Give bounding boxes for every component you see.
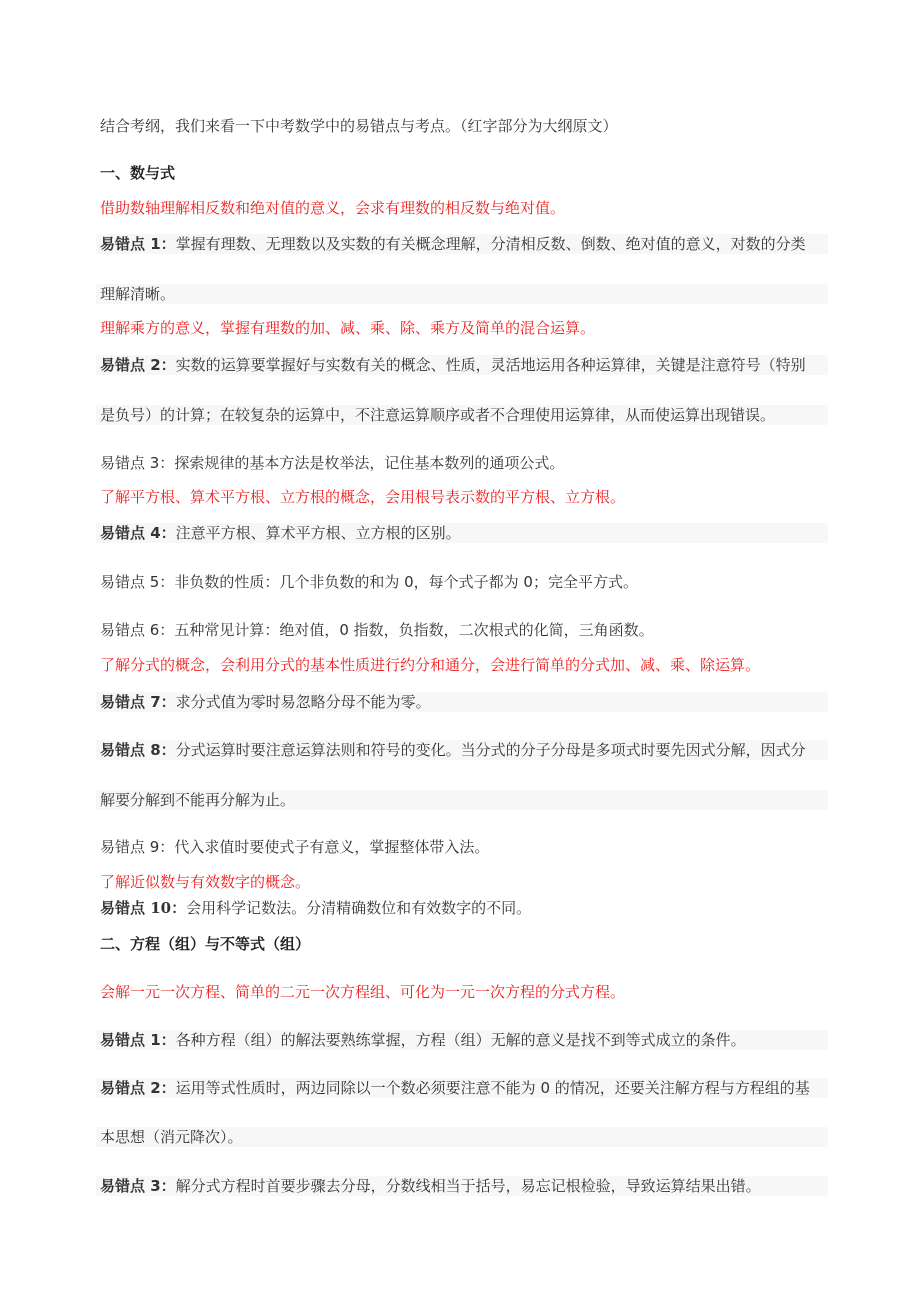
error-point-text: 探索规律的基本方法是枚举法，记住基本数列的通项公式。	[174, 454, 565, 472]
error-point-3	[100, 453, 564, 473]
error-point-text: 会用科学记数法。分清精确数位和有效数字的不同。	[186, 899, 532, 917]
error-point-9	[100, 837, 489, 857]
error-point-text: 注意平方根、算术平方根、立方根的区别。	[175, 524, 461, 542]
error-point-label: 易错点 2：	[100, 1079, 176, 1097]
error-point-text: 分式运算时要注意运算法则和符号的变化。当分式的分子分母是多项式时要先因式分解，因式分	[175, 741, 806, 759]
syllabus-text-1: 借助数轴理解相反数和绝对值的意义，会求有理数的相反数与绝对值。	[100, 199, 566, 217]
error-point-label: 易错点 5：	[100, 573, 175, 591]
error-point-label: 易错点 4：	[100, 524, 176, 542]
error-point-s2-3	[96, 1176, 828, 1196]
error-point-1-cont: 理解清晰。	[96, 284, 828, 304]
error-point-2	[96, 355, 828, 375]
section-1-heading: 一、数与式	[100, 164, 176, 182]
error-point-4	[96, 523, 828, 543]
error-point-label: 易错点 1：	[100, 235, 176, 253]
error-point-10	[100, 898, 531, 918]
syllabus-text-6: 会解一元一次方程、简单的二元一次方程组、可化为一元一次方程的分式方程。	[100, 983, 626, 1001]
error-point-label: 易错点 3：	[100, 454, 175, 472]
error-point-s2-2-cont: 本思想（消元降次）。	[96, 1127, 828, 1147]
syllabus-text-5: 了解近似数与有效数字的概念。	[100, 873, 311, 891]
syllabus-text-2: 理解乘方的意义，掌握有理数的加、减、乘、除、乘方及简单的混合运算。	[100, 319, 596, 337]
error-point-text: 掌握有理数、无理数以及实数的有关概念理解，分清相反数、倒数、绝对值的意义，对数的分类	[175, 235, 806, 253]
error-point-text: 求分式值为零时易忽略分母不能为零。	[175, 693, 431, 711]
error-point-label: 易错点 9：	[100, 838, 175, 856]
error-point-s2-2	[96, 1078, 828, 1098]
error-point-label: 易错点 3：	[100, 1177, 176, 1195]
error-point-text: 各种方程（组）的解法要熟练掌握，方程（组）无解的意义是找不到等式成立的条件。	[175, 1031, 746, 1049]
error-point-text: 实数的运算要掌握好与实数有关的概念、性质，灵活地运用各种运算律，关键是注意符号（特别	[175, 356, 806, 374]
error-point-7	[96, 692, 828, 712]
error-point-1	[96, 234, 828, 254]
syllabus-text-3: 了解平方根、算术平方根、立方根的概念，会用根号表示数的平方根、立方根。	[100, 488, 626, 506]
error-point-6	[100, 620, 654, 640]
error-point-text: 运用等式性质时，两边同除以一个数必须要注意不能为 0 的情况，还要关注解方程与方程组的基	[175, 1079, 810, 1097]
error-point-8	[96, 740, 828, 760]
error-point-5	[100, 572, 638, 592]
error-point-text: 非负数的性质：几个非负数的和为 0，每个式子都为 0；完全平方式。	[174, 573, 638, 591]
error-point-label: 易错点 6：	[100, 621, 175, 639]
error-point-label: 易错点 8：	[100, 741, 176, 759]
intro-text: 结合考纲，我们来看一下中考数学中的易错点与考点。（红字部分为大纲原文）	[100, 117, 618, 135]
error-point-text: 五种常见计算：绝对值，0 指数，负指数，二次根式的化简，三角函数。	[174, 621, 654, 639]
error-point-2-cont: 是负号）的计算；在较复杂的运算中，不注意运算顺序或者不合理使用运算律，从而使运算出现错误。	[96, 405, 828, 425]
error-point-text: 代入求值时要使式子有意义，掌握整体带入法。	[174, 838, 490, 856]
section-2-heading: 二、方程（组）与不等式（组）	[100, 935, 311, 953]
syllabus-text-4: 了解分式的概念，会利用分式的基本性质进行约分和通分，会进行简单的分式加、减、乘、除运算。	[100, 656, 761, 674]
error-point-label: 易错点 10：	[100, 899, 187, 917]
error-point-text: 解分式方程时首要步骤去分母，分数线相当于括号，易忘记根检验，导致运算结果出错。	[175, 1177, 761, 1195]
error-point-8-cont: 解要分解到不能再分解为止。	[96, 790, 828, 810]
error-point-s2-1	[96, 1030, 828, 1050]
error-point-label: 易错点 1：	[100, 1031, 176, 1049]
error-point-label: 易错点 2：	[100, 356, 176, 374]
error-point-label: 易错点 7：	[100, 693, 176, 711]
